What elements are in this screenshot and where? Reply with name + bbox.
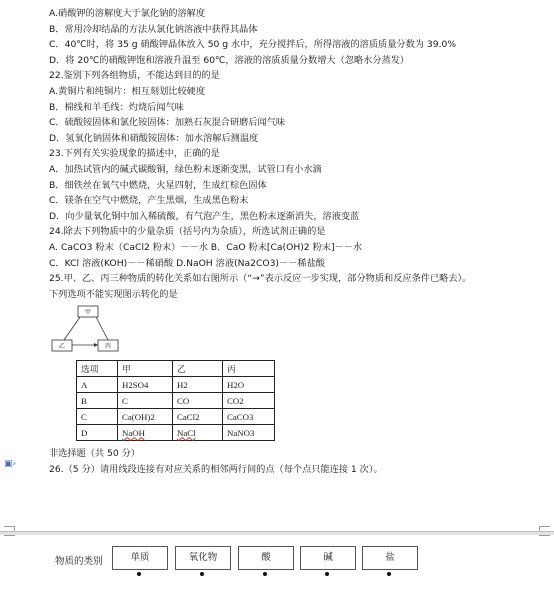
connect-dot[interactable] (387, 572, 391, 576)
table-cell: H2SO4 (118, 377, 173, 393)
table-cell: Ca(OH)2 (118, 409, 173, 425)
question-25: 25.甲、乙、丙三种物质的转化关系如右图所示（“→”表示反应一步实现，部分物质和反应条件已略去）。 (49, 273, 472, 285)
text-line: D．将 20℃的硝酸钾饱和溶液升温至 60℃，溶液的溶质质量分数增大（忽略水分蒸发） (49, 54, 410, 66)
table-header-cell: 乙 (173, 361, 223, 377)
node-right: 丙 (104, 343, 112, 350)
text-line: C．40℃时，将 35 g 硝酸钾晶体放入 50 g 水中，充分搅拌后，所得溶液的溶质质量分数为 39.0% (49, 39, 457, 51)
table-cell: CO2 (223, 393, 275, 409)
text-line: A.硝酸钾的溶解度大于氯化钠的溶解度 (49, 8, 206, 19)
table-cell: NaCl (173, 425, 223, 441)
category-box-base: 碱 (300, 546, 356, 570)
table-cell: C (77, 409, 118, 425)
category-box-oxide: 氧化物 (175, 546, 231, 570)
table-row (77, 409, 275, 425)
text-line: D．向少量氧化铜中加入稀硫酸，有气泡产生，黑色粉末逐渐消失，溶液变蓝 (49, 210, 360, 222)
table-cell: CaCl2 (173, 409, 223, 425)
table-cell: NaNO3 (223, 425, 275, 441)
connect-dot[interactable] (200, 572, 204, 576)
table-cell: CO (173, 393, 223, 409)
arrow-top-right (96, 317, 108, 340)
table-cell: NaOH (118, 425, 173, 441)
category-label: 物质的类别 (55, 556, 103, 567)
table-cell: CaCO3 (223, 409, 275, 425)
conversion-diagram-svg (50, 304, 126, 354)
table-header-cell: 甲 (118, 361, 173, 377)
table-cell: H2O (223, 377, 275, 393)
section-heading: 非选择题（共 50 分） (49, 448, 141, 459)
table-cell: D (77, 425, 118, 441)
table-header-row (77, 361, 275, 377)
text-line: C．硫酸铵固体和氯化铵固体：加熟石灰混合研磨后闻气味 (49, 117, 286, 129)
text-line: C．镁条在空气中燃烧，产生黑烟，生成黑色粉末 (49, 195, 249, 207)
arrow-head (94, 343, 98, 347)
options-table (76, 360, 275, 441)
table-row (77, 377, 275, 393)
text-line: A．加热试管内的碱式碳酸铜，绿色粉末逐渐变黑，试管口有小水滴 (49, 163, 322, 175)
category-box-acid: 酸 (238, 546, 294, 570)
connect-dot[interactable] (263, 572, 267, 576)
node-top: 甲 (84, 309, 92, 316)
category-box-element: 单质 (112, 546, 168, 570)
table-cell: A (77, 377, 118, 393)
text-line: A. CaCO3 粉末（CaCl2 粉末）－－水 B．CaO 粉末[Ca(OH)2 粉末]－－水 (49, 241, 363, 253)
connect-dot[interactable] (137, 572, 141, 576)
text-line: D．氢氧化钠固体和硝酸铵固体：加水溶解后测温度 (49, 132, 259, 144)
table-row (77, 425, 275, 441)
text-line: B．细铁丝在氧气中燃烧，火星四射，生成红棕色固体 (49, 179, 267, 191)
page-separator (0, 531, 554, 535)
question-22: 22.鉴别下列各组物质，不能达到目的的是 (49, 70, 220, 82)
table-row (77, 393, 275, 409)
question-24: 24.除去下列物质中的少量杂质（括号内为杂质），所选试剂正确的是 (49, 226, 326, 238)
text-line: C．KCl 溶液(KOH)－－稀硝酸 D.NaOH 溶液(Na2CO3)－－稀盐酸 (49, 257, 325, 269)
table-cell: H2 (173, 377, 223, 393)
text-line: A.黄铜片和纯铜片：相互刻划比较硬度 (49, 85, 206, 97)
question-23: 23.下列有关实验现象的描述中，正确的是 (49, 148, 220, 160)
text-line: B．棉线和羊毛线：灼烧后闻气味 (49, 101, 184, 113)
non-choice-section (49, 446, 383, 477)
table-header-cell: 丙 (223, 361, 275, 377)
comment-icon[interactable]: ▣› (4, 459, 17, 469)
category-box-salt: 盐 (362, 546, 418, 570)
arrow-top-left (64, 317, 80, 340)
table-header-cell: 选项 (77, 361, 118, 377)
table-cell: B (77, 393, 118, 409)
matching-row (0, 536, 554, 595)
table-cell: C (118, 393, 173, 409)
question-26: 26.（5 分）请用线段连接有对应关系的相邻两行间的点（每个点只能连接 1 次）。 (49, 463, 383, 475)
conversion-diagram (50, 304, 126, 354)
text-line: 下列选项不能实现图示转化的是 (49, 288, 178, 300)
node-left: 乙 (58, 343, 66, 350)
connect-dot[interactable] (325, 572, 329, 576)
question-text (49, 6, 549, 302)
text-line: B．常用冷却结晶的方法从氯化钠溶液中获得其晶体 (49, 23, 258, 35)
